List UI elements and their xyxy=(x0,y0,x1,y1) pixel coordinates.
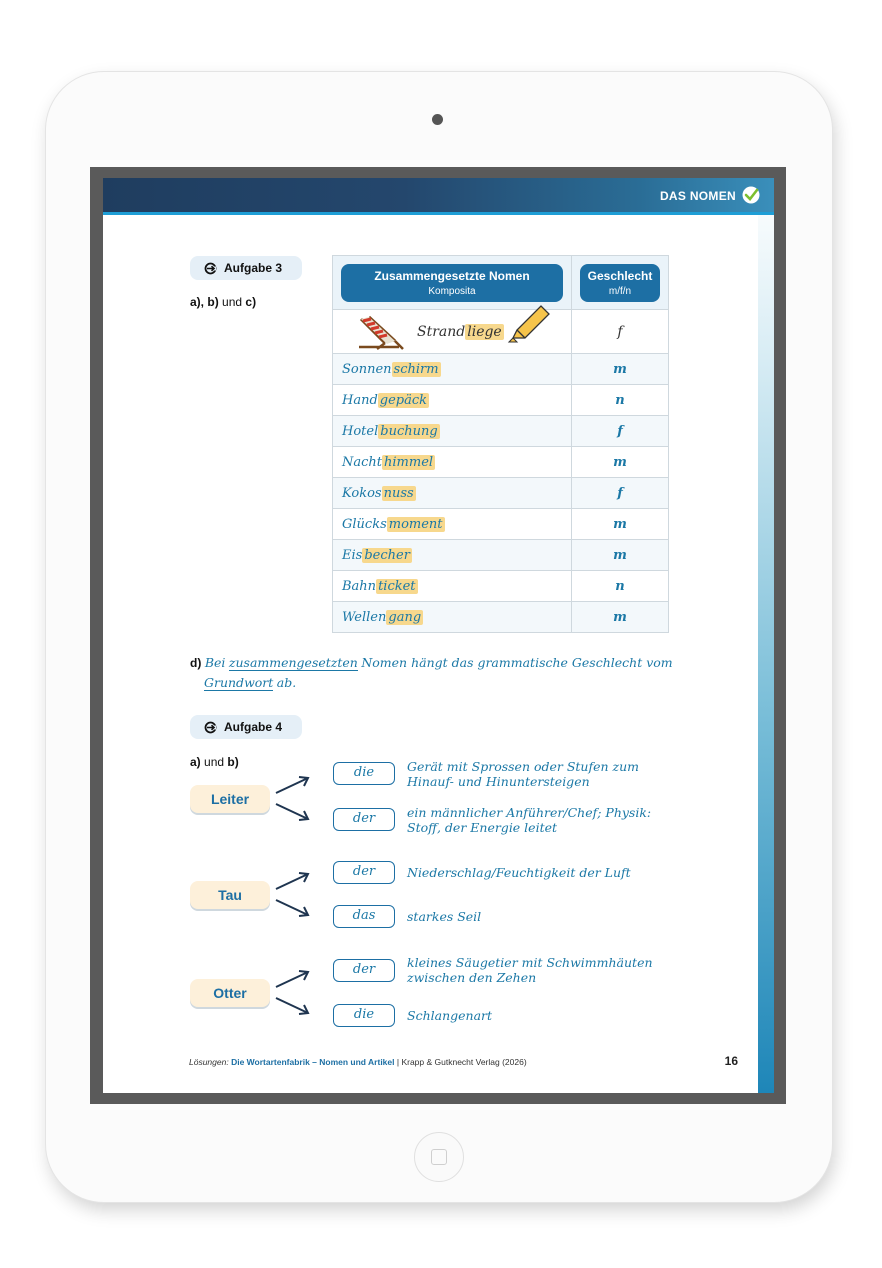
table-row: Sonnen schirm m xyxy=(333,354,669,385)
aufgabe4-subparts: a) und b) xyxy=(190,755,239,769)
article-box: der xyxy=(333,808,395,831)
definition-text: Gerät mit Sprossen oder Stufen zum Hinauf- und Hinuntersteigen xyxy=(407,759,640,789)
home-button[interactable] xyxy=(414,1132,464,1182)
circle-arrow-icon xyxy=(204,262,217,275)
definition-text: Schlangenart xyxy=(407,1008,493,1023)
page-header xyxy=(103,178,774,212)
aufgabe4-label: Aufgabe 4 xyxy=(224,720,283,734)
arrow-up-icon xyxy=(273,967,313,991)
table-row: Kokos nuss f xyxy=(333,478,669,509)
highlighter-icon xyxy=(505,300,553,346)
word-box-otter: Otter xyxy=(190,979,270,1007)
page-number: 16 xyxy=(724,1054,738,1068)
page-screen xyxy=(103,178,774,1093)
word-box-leiter: Leiter xyxy=(190,785,270,813)
table-row: Wellen gang m xyxy=(333,602,669,633)
page-sidebar-gradient xyxy=(758,178,774,1093)
check-icon xyxy=(742,186,760,204)
word-box-tau: Tau xyxy=(190,881,270,909)
table-row-example: Strand liege f xyxy=(333,310,669,354)
arrow-up-icon xyxy=(273,773,313,797)
beach-chair-icon xyxy=(355,313,409,351)
article-box: der xyxy=(333,959,395,982)
arrow-up-icon xyxy=(273,869,313,893)
komposita-table xyxy=(332,255,669,633)
table-row: Bahn ticket n xyxy=(333,571,669,602)
table-header-geschlecht: Geschlecht m/f/n xyxy=(572,256,669,310)
aufgabe3-d-text: d) Bei zusammengesetzten Nomen hängt das grammatische Geschlecht vom Grundwort ab. xyxy=(190,655,673,690)
aufgabe3-subparts: a), b) und c) xyxy=(190,295,257,309)
camera-icon xyxy=(432,114,443,125)
page-footer: Lösungen: Die Wortartenfabrik – Nomen und Artikel | Krapp & Gutknecht Verlag (2026) xyxy=(189,1057,527,1067)
aufgabe3-pill xyxy=(190,256,302,280)
table-row: Hotel buchung f xyxy=(333,416,669,447)
table-row: Glücks moment m xyxy=(333,509,669,540)
article-box: die xyxy=(333,1004,395,1027)
table-header-nomen: Zusammengesetzte Nomen Komposita xyxy=(333,256,572,310)
definition-text: Niederschlag/Feuchtigkeit der Luft xyxy=(407,865,631,880)
table-row: Eis becher m xyxy=(333,540,669,571)
header-line xyxy=(103,212,774,215)
article-box: der xyxy=(333,861,395,884)
aufgabe3-label: Aufgabe 3 xyxy=(224,261,283,275)
table-row: Nacht himmel m xyxy=(333,447,669,478)
arrow-down-icon xyxy=(273,800,313,824)
definition-text: starkes Seil xyxy=(407,909,482,924)
definition-text: ein männlicher Anführer/Chef; Physik: Stoff, der Energie leitet xyxy=(407,805,652,835)
home-square-icon xyxy=(431,1149,447,1165)
article-box: die xyxy=(333,762,395,785)
arrow-down-icon xyxy=(273,994,313,1018)
circle-arrow-icon xyxy=(204,721,217,734)
aufgabe4-pill xyxy=(190,715,302,739)
header-title: DAS NOMEN xyxy=(659,189,736,203)
definition-text: kleines Säugetier mit Schwimmhäuten zwischen den Zehen xyxy=(407,955,653,985)
arrow-down-icon xyxy=(273,896,313,920)
table-row: Hand gepäck n xyxy=(333,385,669,416)
article-box: das xyxy=(333,905,395,928)
